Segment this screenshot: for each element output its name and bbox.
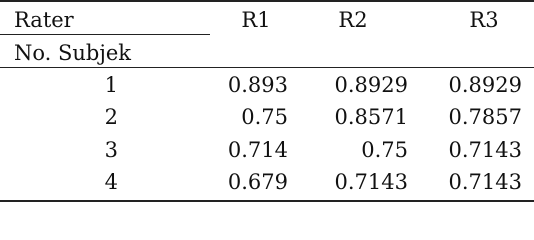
r1-value: 0.679 <box>227 170 288 194</box>
header-bottom-rule <box>0 67 534 68</box>
column-header-r2: R2 <box>338 8 368 32</box>
table-row <box>0 104 534 135</box>
rater-header-label: Rater <box>14 8 74 32</box>
subject-number: 3 <box>104 138 118 162</box>
r2-value: 0.8571 <box>334 105 408 129</box>
subject-number: 2 <box>104 105 118 129</box>
column-header-r1: R1 <box>241 8 271 32</box>
r3-value: 0.7857 <box>448 105 522 129</box>
r2-value: 0.7143 <box>334 170 408 194</box>
header-sub-rule <box>0 34 210 35</box>
r3-value: 0.7143 <box>448 170 522 194</box>
table-row <box>0 169 534 200</box>
table-row <box>0 72 534 103</box>
table-row <box>0 137 534 168</box>
r2-value: 0.8929 <box>334 73 408 97</box>
table-bottom-rule <box>0 200 534 202</box>
table-top-rule <box>0 0 534 2</box>
subject-number: 4 <box>104 170 118 194</box>
r2-value: 0.75 <box>361 138 408 162</box>
subject-header-label: No. Subjek <box>14 41 132 65</box>
r1-value: 0.75 <box>241 105 288 129</box>
subject-number: 1 <box>104 73 118 97</box>
r1-value: 0.714 <box>227 138 288 162</box>
r1-value: 0.893 <box>227 73 288 97</box>
r3-value: 0.7143 <box>448 138 522 162</box>
r3-value: 0.8929 <box>448 73 522 97</box>
column-header-r3: R3 <box>469 8 499 32</box>
